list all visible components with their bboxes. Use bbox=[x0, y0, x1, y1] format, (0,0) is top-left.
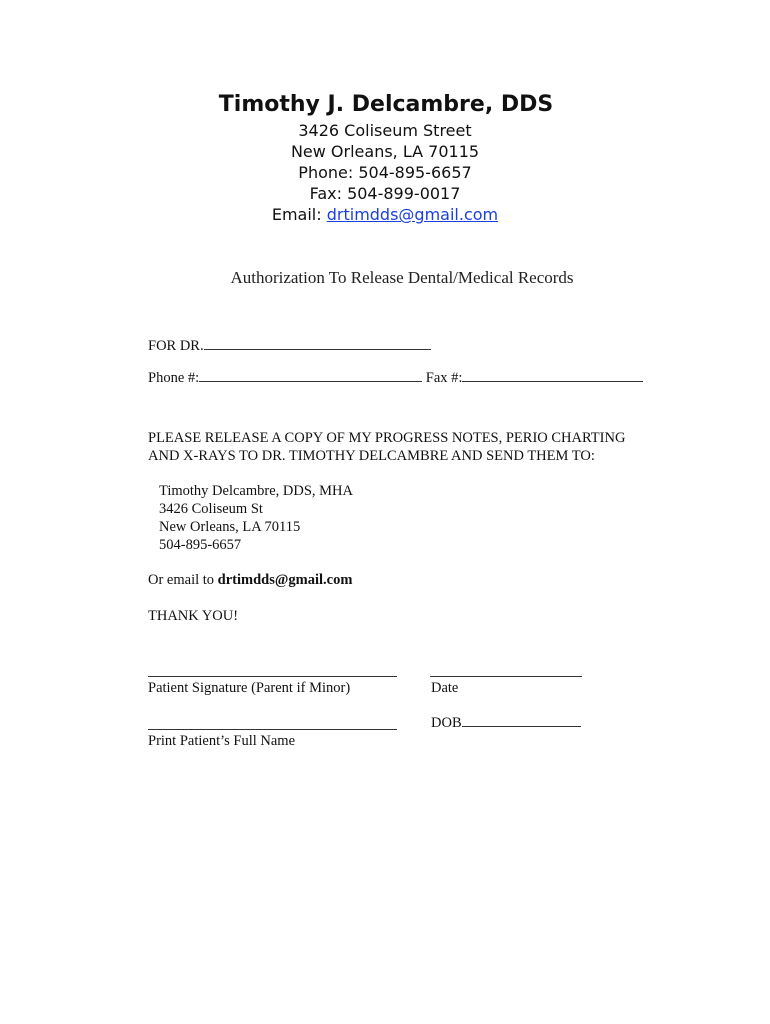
letterhead bbox=[0, 90, 770, 225]
practice-fax: Fax: 504-899-0017 bbox=[309, 184, 461, 203]
phone-fax-row bbox=[148, 369, 643, 387]
practice-phone: Phone: 504-895-6657 bbox=[298, 163, 472, 182]
practice-email-line bbox=[0, 204, 770, 225]
or-email-prefix: Or email to bbox=[148, 572, 218, 588]
date-line[interactable] bbox=[430, 676, 582, 677]
print-name-line[interactable] bbox=[148, 729, 397, 730]
form-title: Authorization To Release Dental/Medical Records bbox=[230, 268, 574, 287]
fax-field[interactable] bbox=[462, 369, 643, 382]
print-name-label: Print Patient’s Full Name bbox=[148, 733, 296, 749]
send-to-name: Timothy Delcambre, DDS, MHA bbox=[159, 483, 354, 499]
fax-label: Fax #: bbox=[425, 370, 463, 386]
request-line-2: AND X-RAYS TO DR. TIMOTHY DELCAMBRE AND SEND THEM TO: bbox=[148, 448, 595, 464]
thank-you: THANK YOU! bbox=[148, 608, 239, 624]
request-line-1: PLEASE RELEASE A COPY OF MY PROGRESS NOTES, PERIO CHARTING bbox=[148, 430, 626, 446]
email-link[interactable]: drtimdds@gmail.com bbox=[326, 205, 499, 224]
for-dr-field[interactable] bbox=[204, 337, 431, 350]
send-to-address bbox=[159, 482, 353, 554]
dob-label: DOB bbox=[431, 715, 462, 731]
practice-street: 3426 Coliseum Street bbox=[298, 121, 472, 140]
dob-row bbox=[431, 714, 581, 732]
dob-field[interactable] bbox=[462, 714, 581, 727]
or-email-line bbox=[148, 571, 352, 589]
email-label: Email: bbox=[271, 205, 327, 224]
or-email-address: drtimdds@gmail.com bbox=[217, 572, 353, 588]
release-request bbox=[148, 429, 625, 465]
for-dr-label: FOR DR. bbox=[148, 338, 204, 354]
signature-line[interactable] bbox=[148, 676, 397, 677]
send-to-phone: 504-895-6657 bbox=[159, 537, 242, 553]
phone-label: Phone #: bbox=[148, 370, 200, 386]
send-to-city: New Orleans, LA 70115 bbox=[159, 519, 301, 535]
for-dr-row bbox=[148, 337, 431, 355]
date-label: Date bbox=[431, 680, 459, 696]
practice-city: New Orleans, LA 70115 bbox=[290, 142, 480, 161]
send-to-street: 3426 Coliseum St bbox=[159, 501, 263, 517]
phone-field[interactable] bbox=[199, 369, 422, 382]
practice-name: Timothy J. Delcambre, DDS bbox=[218, 92, 554, 117]
signature-label: Patient Signature (Parent if Minor) bbox=[148, 680, 351, 696]
